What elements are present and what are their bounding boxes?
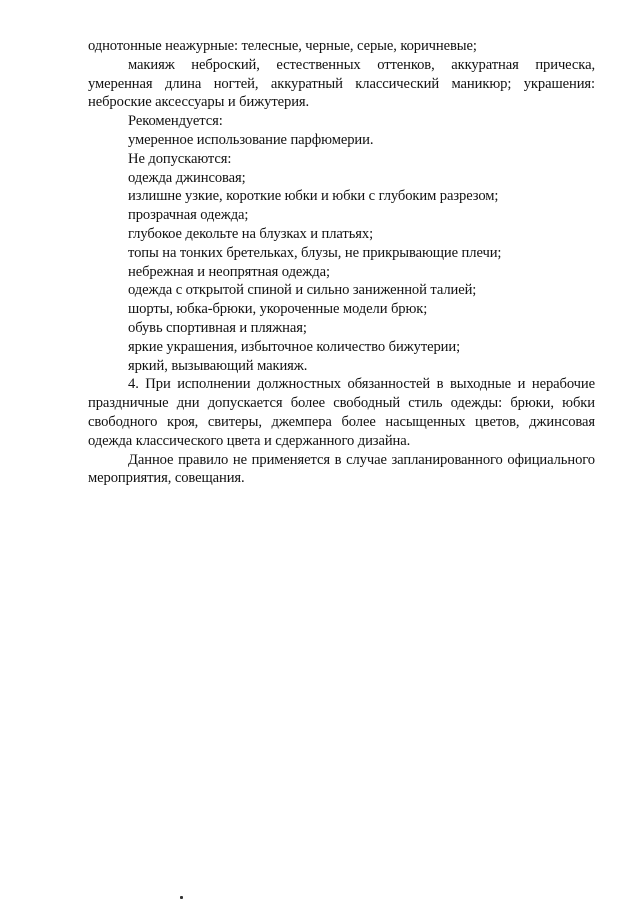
list-item: шорты, юбка-брюки, укороченные модели брюк;	[128, 301, 428, 318]
list-item: одежда с открытой спиной и сильно заниженной талией;	[128, 282, 477, 299]
heading-not-allowed: Не допускаются:	[128, 150, 232, 167]
list-item: одежда джинсовая;	[128, 169, 246, 186]
list-item: яркие украшения, избыточное количество бижутерии;	[128, 338, 461, 355]
paragraph-point-4: 4. При исполнении должностных обязанностей в выходные и нерабочие праздничные дни допускается более свободный стиль одежды: брюки, юбки свободного кроя, свитеры, джемпера более насыщенных цветов, джинсовая одежда классического цвета и сдержанного дизайна.	[88, 376, 595, 449]
list-item: обувь спортивная и пляжная;	[128, 319, 307, 336]
list-item: топы на тонких бретельках, блузы, не прикрывающие плечи;	[128, 244, 502, 261]
paragraph-makeup: макияж неброский, естественных оттенков, аккуратная прическа, умеренная длина ногтей, аккуратный классический маникюр; украшения: неброские аксессуары и бижутерия.	[88, 56, 595, 111]
list-item: яркий, вызывающий макияж.	[128, 357, 308, 374]
scan-speck	[180, 896, 183, 899]
paragraph-exception: Данное правило не применяется в случае запланированного официального мероприятия, совещания.	[88, 451, 595, 487]
list-item: умеренное использование парфюмерии.	[128, 131, 374, 148]
document-body	[88, 37, 595, 488]
list-item: небрежная и неопрятная одежда;	[128, 263, 330, 280]
list-item: глубокое декольте на блузках и платьях;	[128, 225, 374, 242]
paragraph-hosiery-continued: однотонные неажурные: телесные, черные, серые, коричневые;	[88, 38, 477, 54]
list-item: прозрачная одежда;	[128, 207, 249, 224]
list-item: излишне узкие, короткие юбки и юбки с глубоким разрезом;	[128, 188, 499, 205]
heading-recommended: Рекомендуется:	[128, 113, 223, 130]
